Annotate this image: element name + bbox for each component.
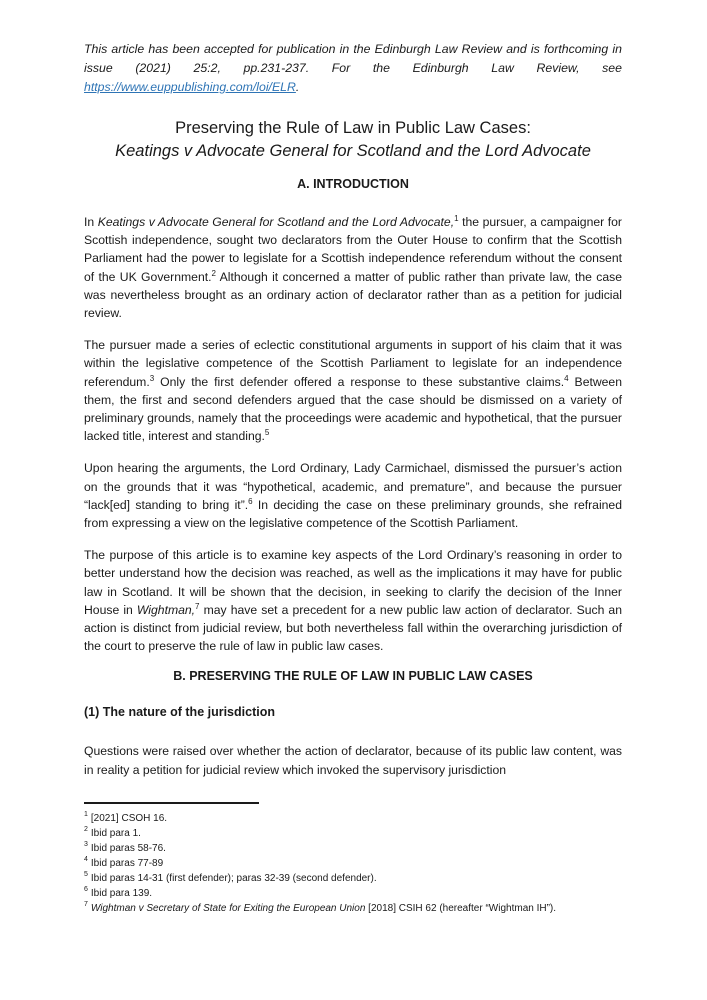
- footnotes-section: [84, 802, 622, 916]
- footnote-3: [84, 841, 622, 856]
- paragraph-4-text: may have set a precedent for a new public law action of declarator. Such an action is distinct from judicial review, but both nevertheless fall within the overarching jurisdiction of the court to preserve the rule of law in public law cases.: [84, 602, 622, 654]
- footnote-5-number: 5: [84, 871, 88, 879]
- footnote-6-number: 6: [84, 886, 88, 894]
- paragraph-1-text: Although it concerned a matter of public rather than private law, the case was nevertheless brought as an ordinary action of declarator rather than as a petition for judicial review.: [84, 269, 622, 321]
- footnote-4-text: Ibid paras 77-89: [90, 857, 164, 869]
- paragraph-2-text: Between them, the first and second defenders argued that the case should be dismissed on a variety of preliminary grounds, namely that the proceedings were academic and hypothetical, that the pursuer lacked title, interest and standing.: [84, 374, 622, 444]
- paragraph-3: [84, 459, 622, 532]
- paragraph-3-text: In deciding the case on these preliminary grounds, she refrained from expressing a view on the legislative competence of the Scottish Parliament.: [84, 497, 622, 531]
- footnote-ref-7: 7: [195, 601, 200, 611]
- paragraph-1-text: In: [84, 215, 98, 229]
- footnote-2-text: Ibid para 1.: [90, 827, 141, 839]
- footnote-ref-3: 3: [149, 373, 155, 383]
- footnote-ref-5: 5: [264, 428, 270, 438]
- paragraph-5: [84, 742, 622, 778]
- footnote-5-text: Ibid paras 14-31 (first defender); paras 32-39 (second defender).: [90, 872, 377, 884]
- paragraph-1: [84, 213, 622, 322]
- section-b-heading: B. PRESERVING THE RULE OF LAW IN PUBLIC LAW CASES: [173, 669, 533, 684]
- footnote-7-text: [2018] CSIH 62 (hereafter “Wightman IH”).: [365, 902, 557, 914]
- footnote-1-number: 1: [84, 811, 88, 819]
- acceptance-note: [84, 40, 622, 97]
- footnote-4: [84, 856, 622, 871]
- acceptance-note-period: .: [295, 80, 300, 94]
- footnote-1: [84, 811, 622, 826]
- page-content: [84, 40, 622, 793]
- footnote-3-text: Ibid paras 58-76.: [90, 842, 166, 854]
- journal-link[interactable]: https://www.euppublishing.com/loi/ELR: [84, 80, 296, 94]
- footnote-6: [84, 886, 622, 901]
- footnote-5: [84, 871, 622, 886]
- case-name-italic: Wightman,: [136, 602, 196, 617]
- footnote-7-number: 7: [84, 901, 88, 909]
- footnote-7: [84, 901, 622, 916]
- acceptance-note-text: This article has been accepted for publication in the Edinburgh Law Review and is forthcoming in issue (2021) 25:2, pp.231-237. For the Edinburgh Law Review, see: [84, 42, 622, 75]
- footnote-6-text: Ibid para 139.: [90, 887, 153, 899]
- footnote-4-number: 4: [84, 856, 88, 864]
- paragraph-2: [84, 336, 622, 445]
- footnote-ref-1: 1: [454, 213, 459, 223]
- paragraph-2-text: Only the first defender offered a response to these substantive claims.: [154, 374, 565, 389]
- paragraph-1-text: the pursuer, a campaigner for Scottish independence, sought two declarators from the Outer House to confirm that the Scottish Parliament had the power to legislate for a Scottish independence referendum without the consent of the UK Government.: [84, 215, 622, 284]
- article-title: [84, 117, 622, 163]
- case-name-italic: Keatings v Advocate General for Scotland and the Lord Advocate,: [97, 215, 455, 229]
- paragraph-5-text: Questions were raised over whether the action of declarator, because of its public law content, was in reality a petition for judicial review which invoked the supervisory jurisdiction: [84, 744, 622, 777]
- footnote-ref-2: 2: [211, 268, 216, 278]
- paragraph-3-text: Upon hearing the arguments, the Lord Ordinary, Lady Carmichael, dismissed the pursuer’s action on the grounds that it was “hypothetical, academic, and premature”, and because the pursuer “lack[ed] standing to bring it”.: [84, 461, 622, 512]
- footnote-2-number: 2: [84, 826, 88, 834]
- footnote-ref-6: 6: [248, 496, 253, 506]
- footnote-7-case-name: Wightman v Secretary of State for Exiting the European Union: [90, 902, 366, 914]
- footnote-separator: [84, 802, 259, 804]
- paragraph-4: [84, 546, 622, 655]
- section-a-heading: A. INTRODUCTION: [297, 177, 409, 191]
- article-title-case-name: Keatings v Advocate General for Scotland and the Lord Advocate: [115, 142, 591, 160]
- footnote-ref-4: 4: [564, 373, 569, 383]
- article-title-line1: Preserving the Rule of Law in Public Law Cases:: [175, 119, 531, 137]
- paragraph-2-text: The pursuer made a series of eclectic constitutional arguments in support of his claim that it was within the legislative competence of the Scottish Parliament to legislate for an independence referendum.: [84, 338, 622, 389]
- paragraph-4-text: The purpose of this article is to examine key aspects of the Lord Ordinary’s reasoning in order to better understand how the decision was reached, as well as the implications it may have for public law in Scotland. It will be shown that the decision, in seeking to clarify the decision of the Inner House in: [84, 548, 622, 617]
- footnote-3-number: 3: [84, 841, 88, 849]
- footnote-2: [84, 826, 622, 841]
- subsection-1-heading: (1) The nature of the jurisdiction: [84, 705, 275, 720]
- footnote-1-text: [2021] CSOH 16.: [90, 812, 168, 824]
